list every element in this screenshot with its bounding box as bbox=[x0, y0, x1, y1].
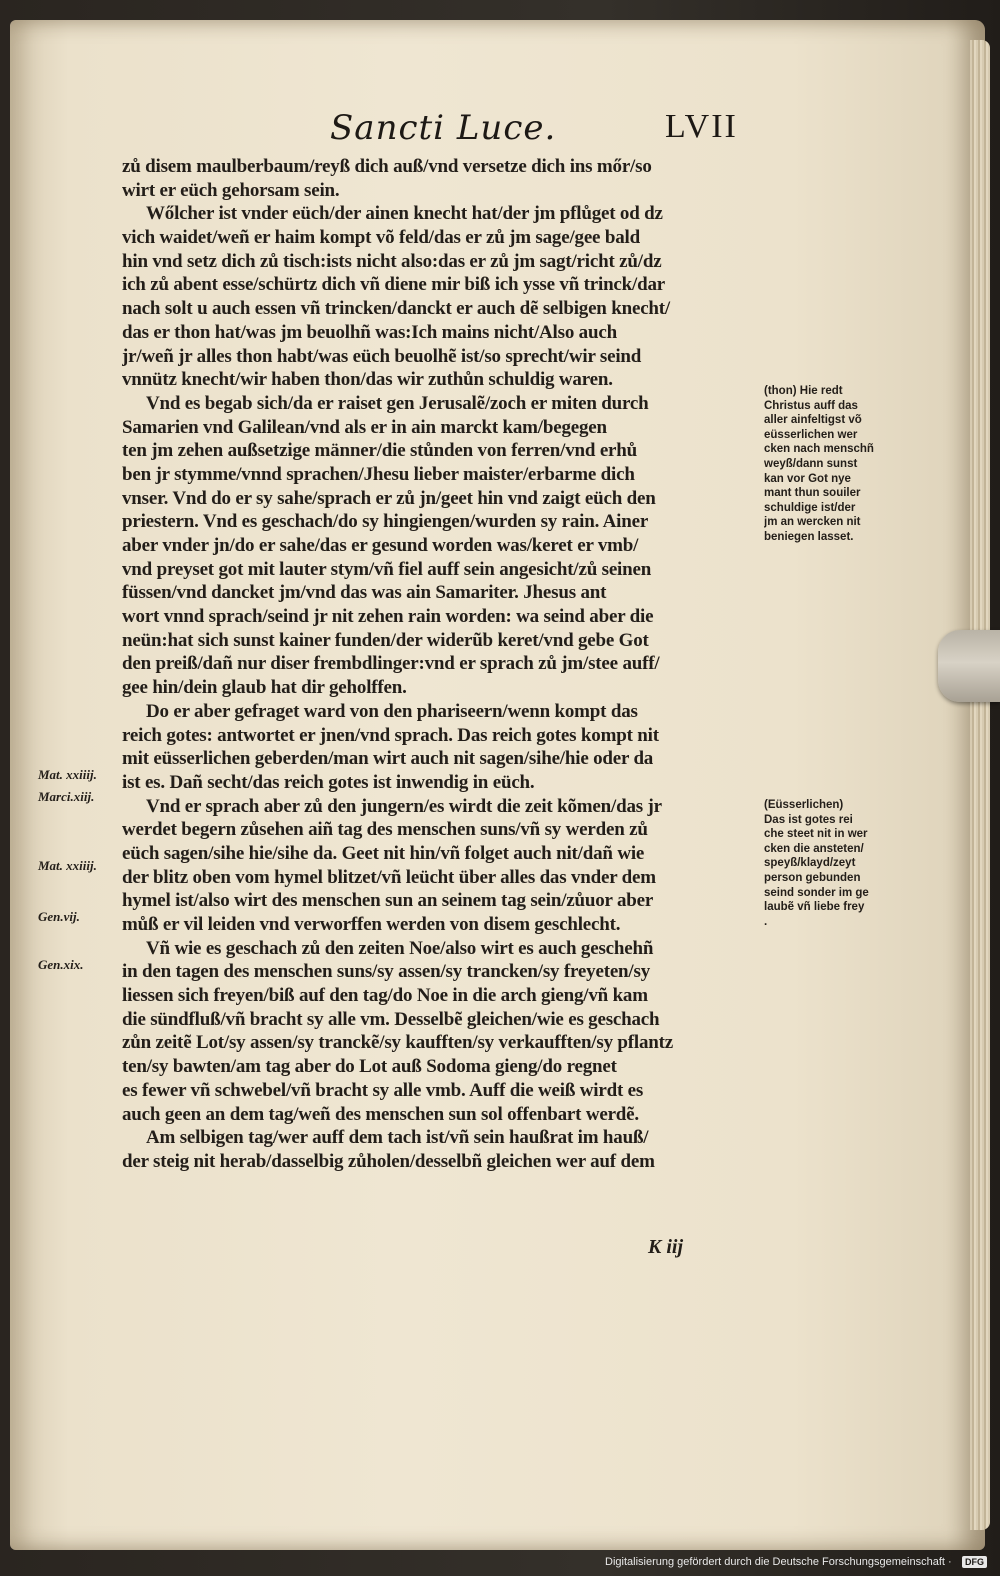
text-line: werdet begern zůsehen aiñ tag des menschen suns/vñ sy werden zů bbox=[122, 819, 648, 841]
gloss-line: cken die ansteten/ bbox=[764, 842, 864, 855]
marginal-gloss-thon bbox=[764, 384, 882, 545]
text-line: vnd preyset got mit lauter stym/vñ fiel auff sein angesicht/zů seinen bbox=[122, 558, 652, 580]
page-edge-stack bbox=[970, 40, 990, 1530]
ref-gen-7: Gen.vij. bbox=[38, 909, 80, 924]
gloss-line: speyß/klayd/zeyt bbox=[764, 857, 856, 870]
text-line: vnser. Vnd do er sy sahe/sprach er zů jn/geet hin vnd zaigt eüch den bbox=[122, 487, 656, 509]
dfg-logo: DFG bbox=[962, 1556, 987, 1568]
marginal-gloss-eusserlichen bbox=[764, 798, 882, 929]
text-line: Do er aber gefraget ward von den phariseern/wenn kompt das bbox=[146, 700, 638, 722]
gloss-line: Christus auff das bbox=[764, 399, 858, 412]
text-line: gee hin/dein glaub hat dir geholffen. bbox=[122, 677, 407, 699]
main-text-block bbox=[122, 155, 752, 1174]
gloss-line: mant thun souiler bbox=[764, 487, 861, 500]
text-line: neün:hat sich sunst kainer funden/der widerũb keret/vnd gebe Got bbox=[122, 629, 649, 651]
gloss-line: person gebunden bbox=[764, 871, 861, 884]
ref-mat-24a: Mat. xxiiij. bbox=[38, 767, 97, 782]
text-line: reich gotes: antwortet er jnen/vnd sprach. Das reich gotes kompt nit bbox=[122, 724, 659, 746]
gloss-line: che steet nit in wer bbox=[764, 828, 868, 841]
text-line: die sündfluß/vñ bracht sy alle vm. Desselbẽ gleichen/wie es geschach bbox=[122, 1008, 660, 1030]
text-line: můß er vil leiden vnd verworffen werden von disem geschlecht. bbox=[122, 914, 621, 935]
text-line: Wőlcher ist vnder eüch/der ainen knecht hat/der jm pflůget od dz bbox=[146, 203, 663, 225]
footer-credit: Digitalisierung gefördert durch die Deutsche Forschungsgemeinschaft · bbox=[605, 1556, 952, 1568]
gloss-line: aller ainfeltigst võ bbox=[764, 414, 862, 427]
text-line: ben jr stymme/vnnd sprachen/Jhesu lieber maister/erbarme dich bbox=[122, 463, 635, 485]
text-line: in den tagen des menschen suns/sy assen/sy trancken/sy freyeten/sy bbox=[122, 961, 650, 983]
gloss-line: . bbox=[764, 915, 768, 928]
page-header bbox=[0, 108, 1000, 154]
text-line: aber vnder jn/do er sahe/das er gesund worden was/keret er vmb/ bbox=[122, 535, 639, 556]
text-line: Vnd es begab sich/da er raiset gen Jerusalẽ/zoch er miten durch bbox=[146, 392, 649, 414]
running-head: Sancti Luce. bbox=[330, 108, 557, 148]
text-line: auch geen an dem tag/weñ des menschen sun sol offenbart werdẽ. bbox=[122, 1103, 639, 1125]
text-line: liessen sich freyen/biß auf den tag/do Noe in die arch gieng/vñ kam bbox=[122, 985, 648, 1007]
text-line: zůn zeitẽ Lot/sy assen/sy tranckẽ/sy kaufften/sy verkaufften/sy pflantz bbox=[122, 1032, 674, 1054]
gloss-line: Das ist gotes rei bbox=[764, 813, 853, 826]
gloss-line: eüsserlichen wer bbox=[764, 428, 858, 441]
gloss-line: (thon) Hie redt bbox=[764, 385, 843, 397]
folio-number: LVII bbox=[665, 108, 738, 145]
text-line: mit eüsserlichen geberden/man wirt auch nit sagen/sihe/hie oder da bbox=[122, 748, 654, 770]
text-line: ten jm zehen außsetzige männer/die stůnden von ferren/vnd erhů bbox=[122, 440, 638, 462]
gloss-line: laubẽ vñ liebe frey bbox=[764, 901, 865, 914]
text-line: das er thon hat/was jm beuolhñ was:Ich mains nicht/Also auch bbox=[122, 321, 617, 343]
text-line: der steig nit herab/dasselbig zůholen/desselbñ gleichen wer auf dem bbox=[122, 1150, 655, 1172]
text-line: priestern. Vnd es geschach/do sy hingiengen/wurden sy rain. Ainer bbox=[122, 511, 649, 533]
text-line: jr/weñ jr alles thon habt/was eüch beuolhẽ ist/so sprecht/wir seind bbox=[122, 345, 642, 367]
text-line: der blitz oben vom hymel blitzet/vñ leücht über alles das vnder dem bbox=[122, 866, 656, 888]
gloss-line: schuldige ist/der bbox=[764, 501, 856, 514]
text-line: vich waidet/weñ er haim kompt võ feld/das er zů jm sage/gee bald bbox=[122, 227, 640, 249]
text-line: Samarien vnd Galilean/vnd als er in ain marckt kam/begegen bbox=[122, 416, 607, 438]
gloss-line: kan vor Got nye bbox=[764, 472, 851, 485]
ref-marc-13: Marci.xiij. bbox=[38, 789, 95, 804]
text-line: hymel ist/also wirt des menschen sun an seinem tag sein/zůuor aber bbox=[122, 890, 654, 912]
gloss-line: weyß/dann sunst bbox=[764, 457, 858, 470]
gloss-line: (Eüsserlichen) bbox=[764, 799, 844, 811]
gloss-line: cken nach menschñ bbox=[764, 443, 874, 456]
digitization-footer bbox=[605, 1556, 984, 1574]
text-line: wirt er eüch gehorsam sein. bbox=[122, 179, 340, 201]
text-line: Am selbigen tag/wer auff dem tach ist/vñ sein haußrat im hauß/ bbox=[146, 1127, 649, 1149]
signature-mark: K iij bbox=[648, 1236, 684, 1258]
text-line: nach solt u auch essen vñ trincken/danckt er auch dẽ selbigen knecht/ bbox=[122, 298, 670, 320]
text-line: es fewer vñ schwebel/vñ bracht sy alle vmb. Auff die weiß wirdt es bbox=[122, 1079, 644, 1101]
text-line: Vnd er sprach aber zů den jungern/es wirdt die zeit kõmen/das jr bbox=[146, 795, 662, 817]
text-line: ist es. Dañ secht/das reich gotes ist inwendig in eüch. bbox=[122, 771, 535, 793]
book-clip bbox=[938, 630, 1000, 702]
gloss-line: beniegen lasset. bbox=[764, 530, 854, 543]
text-line: füssen/vnd dancket jm/vnd das was ain Samariter. Jhesus ant bbox=[122, 582, 607, 604]
text-line: Vñ wie es geschach zů den zeiten Noe/also wirt es auch geschehñ bbox=[146, 937, 654, 959]
text-line: den preiß/dañ nur diser frembdlinger:vnd er sprach zů jm/stee auff/ bbox=[122, 653, 660, 675]
text-line: zů disem maulberbaum/reyß dich auß/vnd versetze dich ins mőr/so bbox=[122, 156, 652, 177]
gloss-line: seind sonder im ge bbox=[764, 886, 869, 899]
ref-mat-24b: Mat. xxiiij. bbox=[38, 858, 97, 873]
text-line: wort vnnd sprach/seind jr nit zehen rain worden: wa seind aber die bbox=[122, 606, 654, 628]
text-line: vnnütz knecht/wir haben thon/das wir zuthůn schuldig waren. bbox=[122, 369, 613, 391]
ref-gen-19: Gen.xix. bbox=[38, 957, 84, 972]
text-line: hin vnd setz dich zů tisch:ists nicht also:das er zů jm sagt/richt zů/dz bbox=[122, 250, 662, 272]
gloss-line: jm an wercken nit bbox=[764, 516, 861, 529]
text-line: ich zů abent esse/schürtz dich vñ diene mir biß ich ysse vñ trinck/dar bbox=[122, 274, 666, 296]
text-line: eüch sagen/sihe hie/sihe da. Geet nit hin/vñ folget auch nit/dañ wie bbox=[122, 842, 645, 864]
text-line: ten/sy bawten/am tag aber do Lot auß Sodoma gieng/do regnet bbox=[122, 1056, 617, 1078]
